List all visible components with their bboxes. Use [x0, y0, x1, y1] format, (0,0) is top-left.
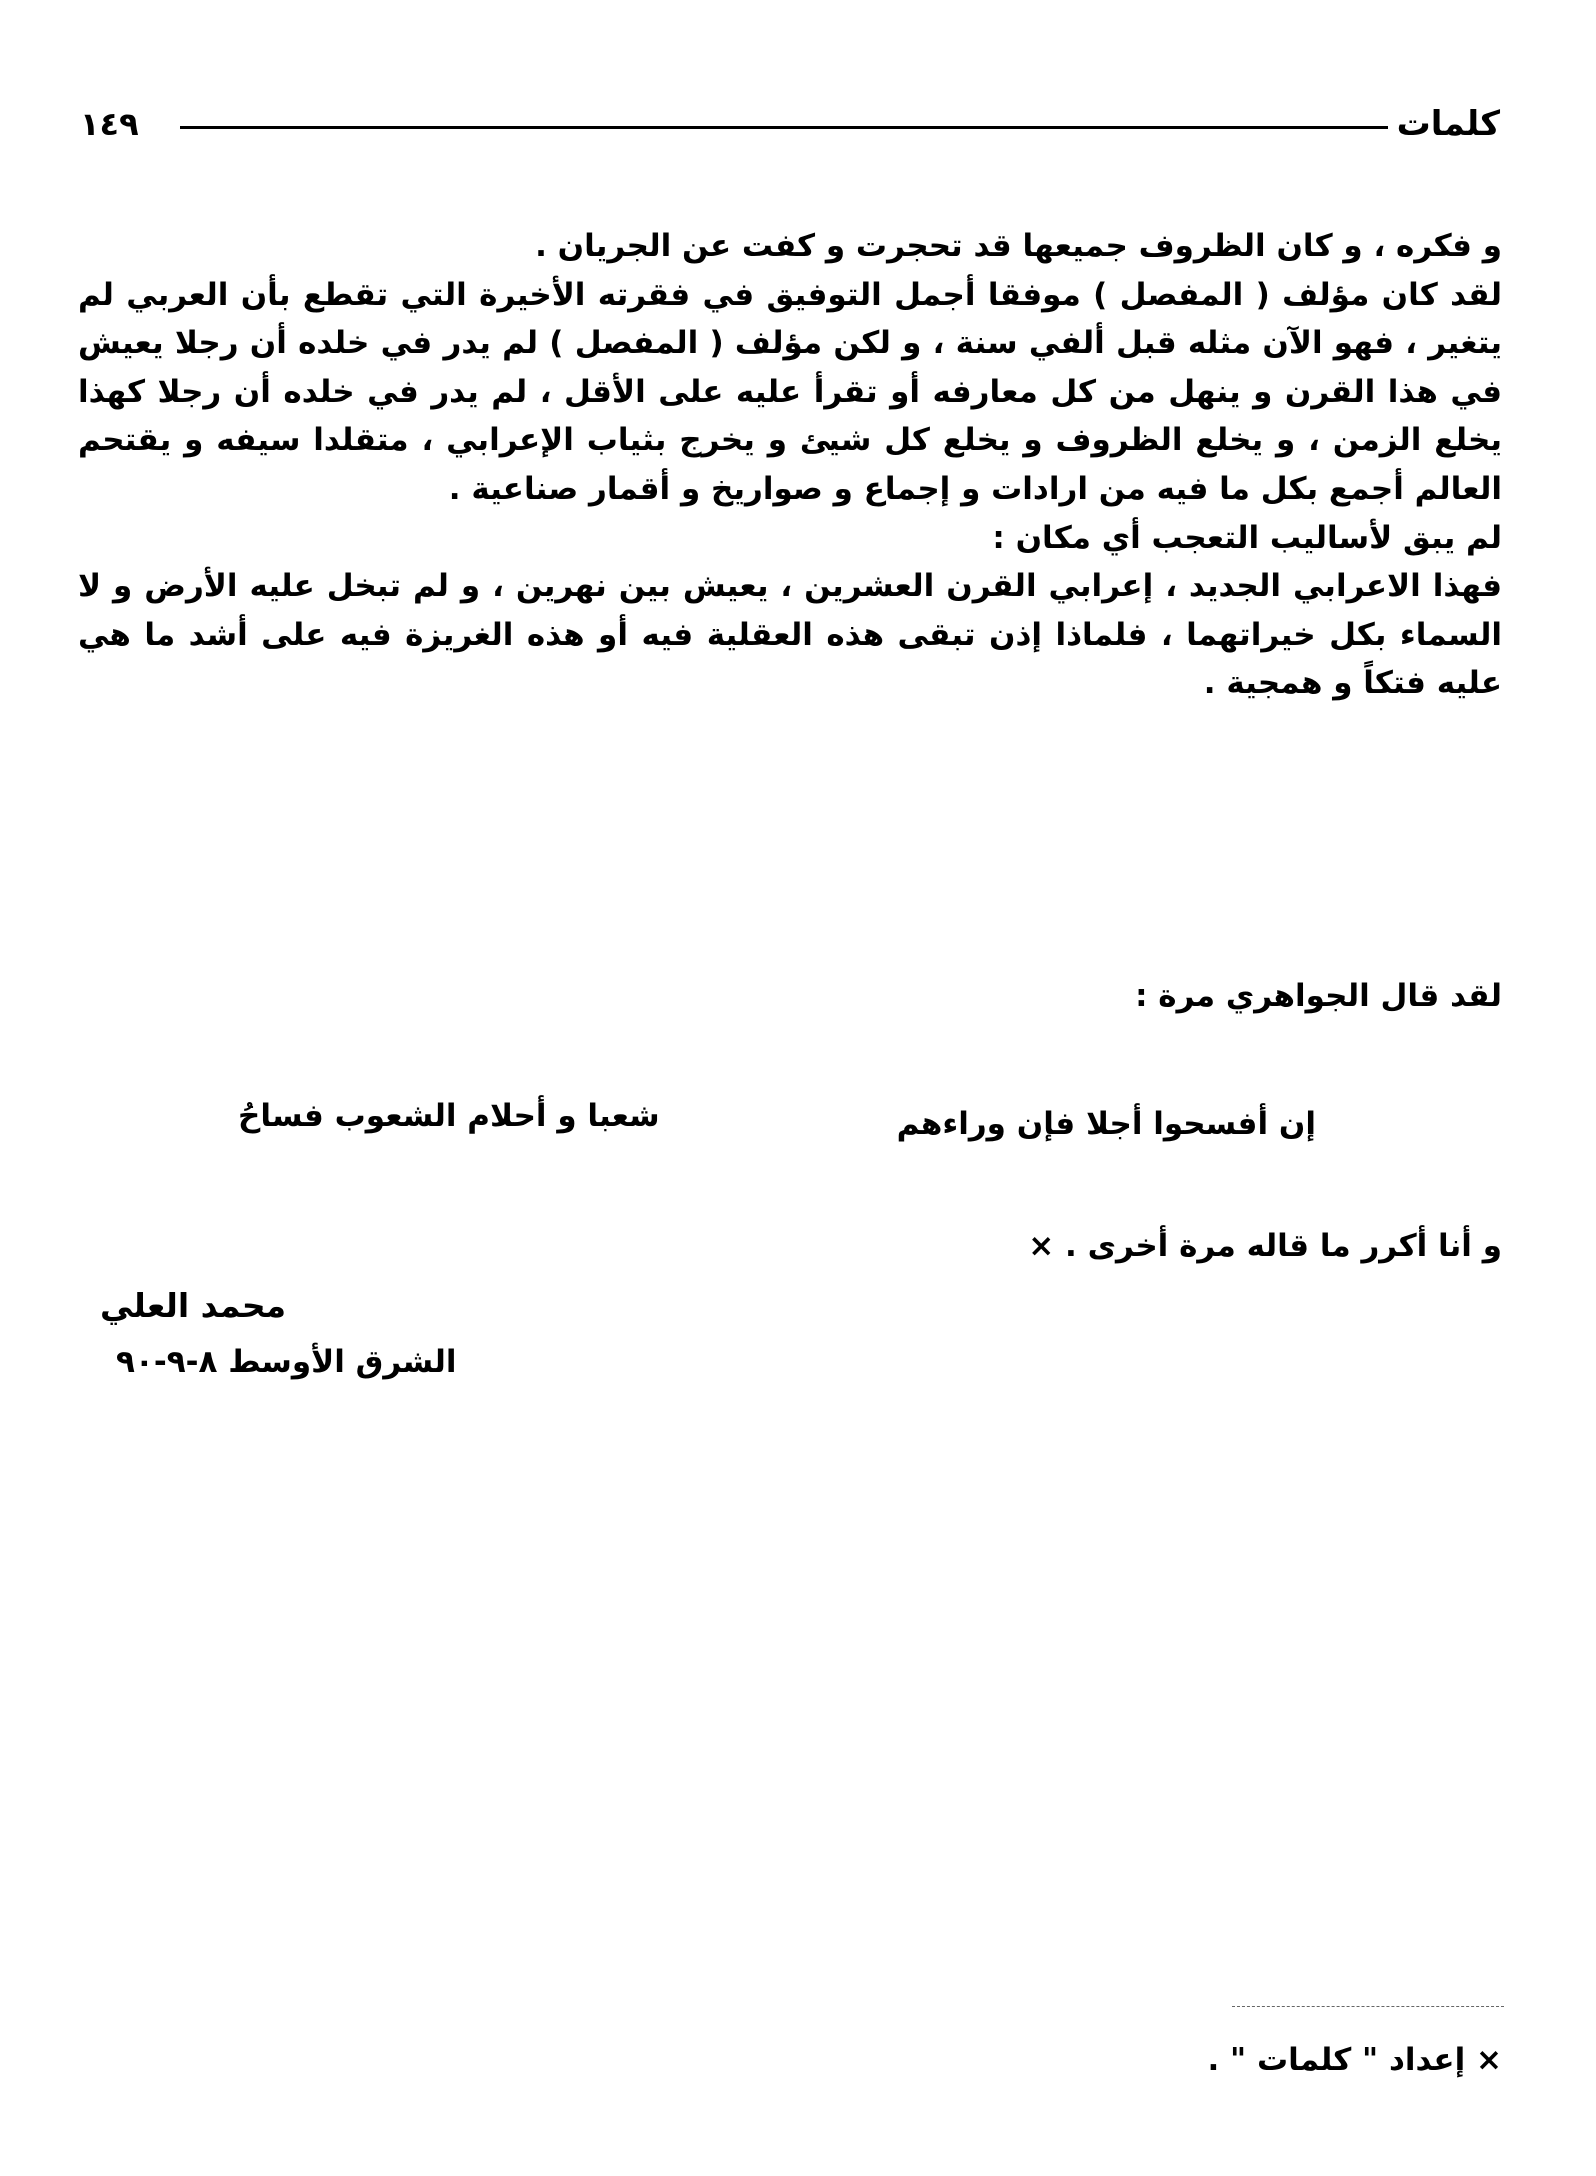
quote-intro: لقد قال الجواهري مرة : — [1135, 978, 1502, 1014]
header-title: كلمات — [1396, 104, 1500, 144]
author-name: محمد العلي — [100, 1286, 287, 1325]
footnote-rule — [1232, 2006, 1504, 2007]
source-citation: الشرق الأوسط ٨-٩-٩٠ — [116, 1344, 457, 1380]
running-header — [80, 96, 1500, 152]
paragraph: فهذا الاعرابي الجديد ، إعرابي القرن العشرين ، يعيش بين نهرين ، و لم تبخل عليه الأرض و لا السماء بكل خيراتهما ، فلماذا إذن تبقى هذه العقلية فيه أو هذه الغريزة فيه على أشد ما هي عليه فتكاً و همجية . — [78, 568, 1502, 702]
page-number: ١٤٩ — [80, 105, 139, 143]
paragraph: لقد كان مؤلف ( المفصل ) موفقا أجمل التوفيق في فقرته الأخيرة التي تقطع بأن العربي لم يتغير ، فهو الآن مثله قبل ألفي سنة ، و لكن مؤلف ( المفصل ) لم يدر في خلده أن رجلا يعيش في هذا القرن و ينهل من كل معارفه أو تقرأ عليه على الأقل ، لم يدر في خلده أن رجلا كهذا يخلع الزمن ، و يخلع الظروف و يخلع كل شيئ و يخرج بثياب الإعرابي ، متقلدا سيفه و يقتحم العالم أجمع بكل ما فيه من ارادات و إجماع و صواريخ و أقمار صناعية . — [78, 276, 1502, 507]
header-rule — [180, 126, 1388, 129]
verse-second-hemistich: شعبا و أحلام الشعوب فساحُ — [238, 1098, 660, 1134]
paragraph: لم يبق لأساليب التعجب أي مكان : — [992, 519, 1502, 556]
paragraph: و فكره ، و كان الظروف جميعها قد تحجرت و كفت عن الجريان . — [535, 228, 1502, 264]
closing-line: و أنا أكرر ما قاله مرة أخرى . × — [1028, 1228, 1502, 1264]
verse-first-hemistich: إن أفسحوا أجلا فإن وراءهم — [896, 1106, 1316, 1142]
footnote: × إعداد " كلمات " . — [1207, 2042, 1502, 2078]
article-body — [78, 222, 1502, 708]
